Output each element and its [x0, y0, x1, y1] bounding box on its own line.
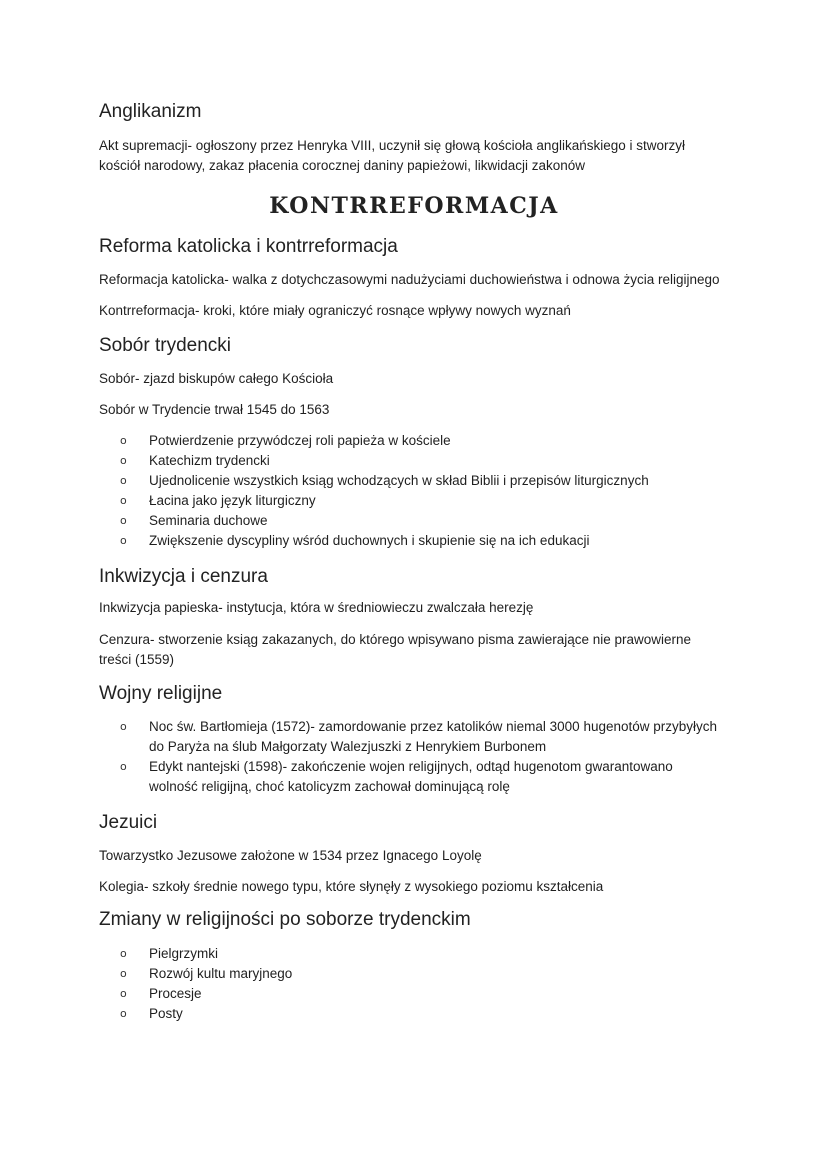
list-item: o Noc św. Bartłomieja (1572)- zamordowanie przez katolików niemal 3000 hugenotów przybyłych do Paryża na ślub Małgorzaty Walezjuszki z Henrykiem Burbonem: [120, 719, 718, 754]
paragraph-akt-supremacji-line1: Akt supremacji- ogłoszony przez Henryka VIII, uczynił się głową kościoła anglikańskiego i stworzył: [99, 138, 685, 153]
list-item: o Seminaria duchowe: [120, 511, 649, 531]
paragraph-inkwizycja-papieska: Inkwizycja papieska- instytucja, która w średniowieczu zwalczała herezję: [99, 600, 534, 615]
list-item: o Zwiększenie dyscypliny wśród duchownych i skupienie się na ich edukacji: [120, 531, 649, 551]
heading-jezuici: Jezuici: [99, 812, 158, 833]
heading-reforma-katolicka: Reforma katolicka i kontrreformacja: [99, 236, 398, 257]
heading-zmiany-w-religijnosci: Zmiany w religijności po soborze trydenckim: [99, 909, 471, 930]
paragraph-kolegia: Kolegia- szkoły średnie nowego typu, które słynęły z wysokiego poziomu kształcenia: [99, 879, 604, 894]
bullet-icon: o: [120, 947, 127, 960]
paragraph-cenzura-line1: Cenzura- stworzenie ksiąg zakazanych, do którego wpisywano pisma zawierające nie prawowierne: [99, 632, 692, 647]
paragraph-kontrreformacja: Kontrreformacja- kroki, które miały ograniczyć rosnące wpływy nowych wyznań: [99, 303, 571, 318]
paragraph-cenzura-line2: treści (1559): [99, 652, 175, 667]
paragraph-reformacja-katolicka: Reformacja katolicka- walka z dotychczasowymi nadużyciami duchowieństwa i odnowa życia religijnego: [99, 272, 720, 287]
paragraph-sobor-definition: Sobór- zjazd biskupów całego Kościoła: [99, 371, 334, 386]
bullet-icon: o: [120, 514, 127, 527]
list-wojny-religijne: [120, 717, 717, 797]
heading-wojny-religijne: Wojny religijne: [99, 683, 223, 704]
bullet-icon: o: [120, 1007, 127, 1020]
bullet-icon: o: [120, 720, 127, 733]
paragraph-sobor-dates: Sobór w Trydencie trwał 1545 do 1563: [99, 402, 330, 417]
bullet-icon: o: [120, 454, 127, 467]
list-item: o Łacina jako język liturgiczny: [120, 491, 649, 511]
list-item: o Edykt nantejski (1598)- zakończenie wojen religijnych, odtąd hugenotom gwarantowano wolność religijną, choć katolicyzm zachował dominującą rolę: [120, 759, 673, 794]
bullet-icon: o: [120, 534, 127, 547]
bullet-icon: o: [120, 494, 127, 507]
bullet-icon: o: [120, 987, 127, 1000]
list-item: o Procesje: [120, 984, 292, 1004]
paragraph-akt-supremacji-line2: kościół narodowy, zakaz płacenia corocznej daniny papieżowi, likwidacji zakonów: [99, 158, 585, 173]
list-item: o Katechizm trydencki: [120, 451, 649, 471]
bullet-icon: o: [120, 474, 127, 487]
heading-sobor-trydencki: Sobór trydencki: [99, 335, 232, 356]
bullet-icon: o: [120, 967, 127, 980]
heading-anglikanizm: Anglikanizm: [99, 101, 202, 122]
bullet-icon: o: [120, 760, 127, 773]
list-item: o Posty: [120, 1004, 292, 1024]
list-sobor-decisions: [120, 431, 649, 551]
list-item: o Pielgrzymki: [120, 944, 292, 964]
list-zmiany: [120, 944, 292, 1024]
list-item: o Rozwój kultu maryjnego: [120, 964, 292, 984]
list-item: o Potwierdzenie przywódczej roli papieża w kościele: [120, 431, 649, 451]
heading-inkwizycja: Inkwizycja i cenzura: [99, 566, 268, 587]
paragraph-towarzystwo-jezusowe: Towarzystko Jezusowe założone w 1534 przez Ignacego Loyolę: [99, 848, 482, 863]
page-title: KONTRREFORMACJA: [269, 193, 559, 219]
list-item: o Ujednolicenie wszystkich ksiąg wchodzących w skład Biblii i przepisów liturgicznych: [120, 471, 649, 491]
bullet-icon: o: [120, 434, 127, 447]
